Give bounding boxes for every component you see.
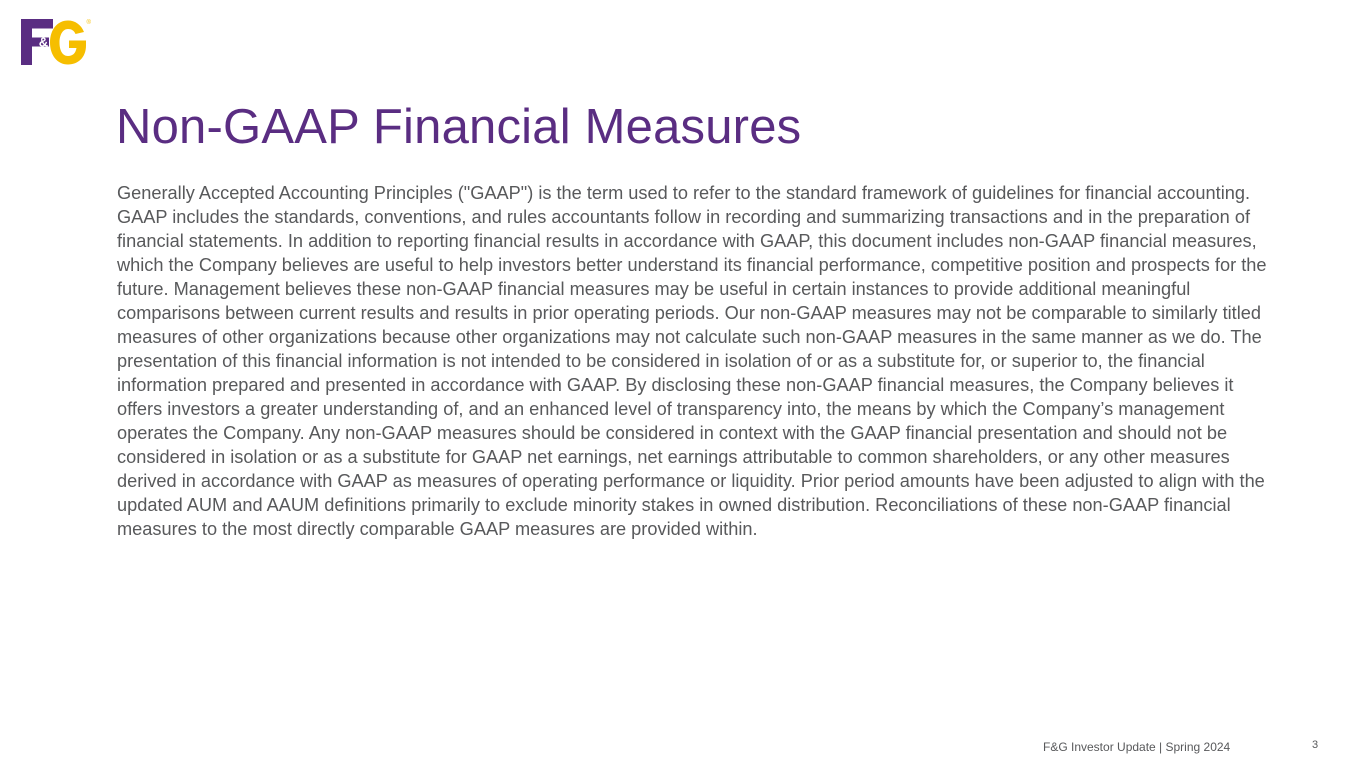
page-number: 3: [1312, 739, 1319, 751]
logo-text: [20, 68, 21, 69]
slide-title: Non-GAAP Financial Measures: [116, 100, 802, 154]
logo-ampersand: &: [38, 34, 49, 50]
fg-logo-mark: [20, 16, 92, 68]
footer-text: F&G Investor Update | Spring 2024: [1043, 740, 1231, 754]
slide-body-text: Generally Accepted Accounting Principles ("GAAP") is the term used to refer to the standard framework of guidelines for financial accounting. GAAP includes the standards, conventions, and rules accountants follow in recording and summarizing transactions and in the preparation of financial statements. In addition to reporting financial results in accordance with GAAP, this document includes non-GAAP financial measures, which the Company believes are useful to help investors better understand its financial performance, competitive position and prospects for the future. Management believes these non-GAAP financial measures may be useful in certain instances to provide additional meaningful comparisons between current results and results in prior operating periods. Our non-GAAP measures may not be comparable to similarly titled measures of other organizations because other organizations may not calculate such non-GAAP measures in the same manner as we do. The presentation of this financial information is not intended to be considered in isolation of or as a substitute for, or superior to, the financial information prepared and presented in accordance with GAAP. By disclosing these non-GAAP financial measures, the Company believes it offers investors a greater understanding of, and an enhanced level of transparency into, the means by which the Company’s management operates the Company. Any non-GAAP measures should be considered in context with the GAAP financial presentation and should not be considered in isolation or as a substitute for GAAP net earnings, net earnings attributable to common shareholders, or any other measures derived in accordance with GAAP as measures of operating performance or liquidity. Prior period amounts have been adjusted to align with the updated AUM and AAUM definitions primarily to exclude minority stakes in owned distribution. Reconciliations of these non-GAAP financial measures to the most directly comparable GAAP measures are provided within.: [117, 183, 1267, 539]
logo-registered-mark: ®: [86, 20, 91, 26]
fg-logo: [20, 16, 92, 68]
logo-g-shape: [50, 21, 86, 65]
